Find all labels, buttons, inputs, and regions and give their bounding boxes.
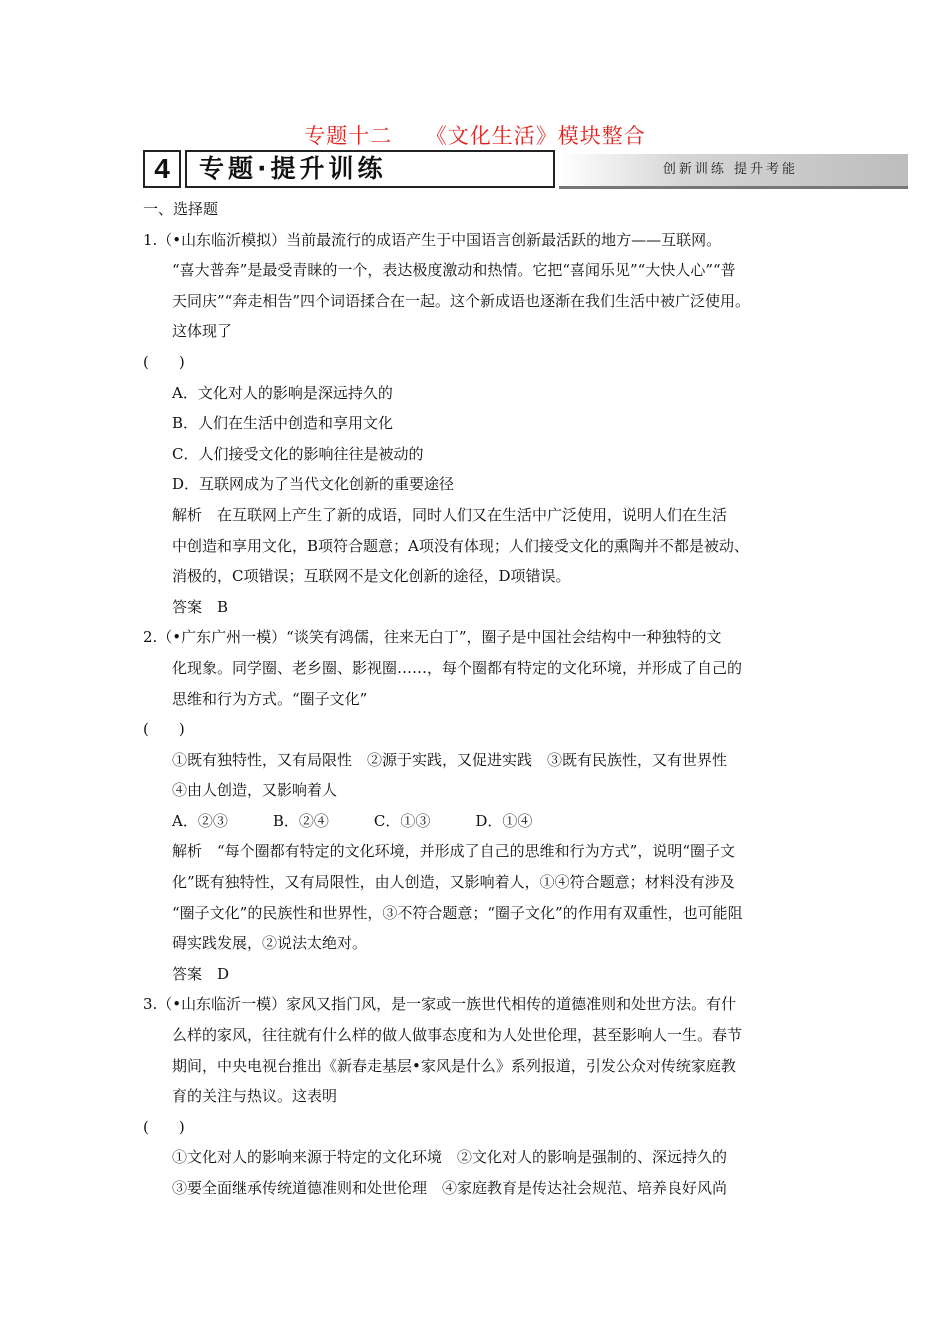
option-a: A．文化对人的影响是深远持久的 <box>172 383 393 402</box>
analysis-line: 化”既有独特性，又有局限性，由人创造，又影响着人，①④符合题意；材料没有涉及 <box>172 873 735 892</box>
option-c: C．人们接受文化的影响往往是被动的 <box>172 444 424 463</box>
banner-slogan: 创新训练 提升考能 <box>662 162 798 177</box>
option-b: B．人们在生活中创造和享用文化 <box>172 414 394 433</box>
section-heading: 一、选择题 <box>143 200 219 218</box>
statement-line: ①文化对人的影响来源于特定的文化环境 ②文化对人的影响是强制的、深远持久的 <box>172 1148 728 1167</box>
analysis-line: 碍实践发展，②说法太绝对。 <box>172 934 368 953</box>
question-stem-line: 这体现了 <box>172 322 233 341</box>
question-3 <box>143 989 823 1203</box>
page-title: 专题十二 《文化生活》模块整合 <box>304 124 646 148</box>
answer-parentheses: ( ) <box>143 720 185 739</box>
banner-label: 专题·提升训练 <box>185 150 555 188</box>
choice-line: A．②③ B．②④ C．①③ D．①④ <box>172 811 533 830</box>
question-2 <box>143 622 823 989</box>
document-body <box>143 194 823 1204</box>
analysis-line: 解析 “每个圈都有特定的文化环境，并形成了自己的思维和行为方式”，说明“圈子文 <box>172 842 736 861</box>
answer-parentheses: ( ) <box>143 1117 185 1136</box>
question-1 <box>143 225 823 623</box>
analysis-line: “圈子文化”的民族性和世界性，③不符合题意；“圈子文化”的作用有双重性，也可能阻 <box>172 903 743 922</box>
question-stem-line: 3.（•山东临沂一模）家风又指门风，是一家或一族世代相传的道德准则和处世方法。有什 <box>143 995 737 1014</box>
question-stem-line: 天同庆”“奔走相告”四个词语揉合在一起。这个新成语也逐渐在我们生活中被广泛使用。 <box>172 291 751 310</box>
question-stem-line: 2.（•广东广州一模）“谈笑有鸿儒，往来无白丁”，圈子是中国社会结构中一种独特的文 <box>143 628 722 647</box>
analysis-line: 中创造和享用文化，B项符合题意；A项没有体现；人们接受文化的熏陶并不都是被动、 <box>172 536 749 555</box>
question-stem-line: 思维和行为方式。“圈子文化” <box>172 689 368 708</box>
question-stem-line: 化现象。同学圈、老乡圈、影视圈……，每个圈都有特定的文化环境，并形成了自己的 <box>172 658 743 677</box>
question-stem-line: “喜大普奔”是最受青睐的一个，表达极度激动和热情。它把“喜闻乐见”“大快人心”“普 <box>172 261 736 280</box>
section-banner <box>143 150 908 190</box>
question-stem-line: 1.（•山东临沂模拟）当前最流行的成语产生于中国语言创新最活跃的地方——互联网。 <box>143 230 722 249</box>
statement-line: ①既有独特性，又有局限性 ②源于实践，又促进实践 ③既有民族性，又有世界性 <box>172 750 728 769</box>
question-stem-line: 么样的家风，往往就有什么样的做人做事态度和为人处世伦理，甚至影响人一生。春节 <box>172 1026 743 1045</box>
question-stem-line: 育的关注与热议。这表明 <box>172 1087 338 1106</box>
option-d: D．互联网成为了当代文化创新的重要途径 <box>172 475 455 494</box>
answer-line: 答案 D <box>172 964 230 983</box>
question-stem-line: 期间，中央电视台推出《新春走基层•家风是什么》系列报道，引发公众对传统家庭教 <box>172 1056 736 1075</box>
statement-line: ③要全面继承传统道德准则和处世伦理 ④家庭教育是传达社会规范、培养良好风尚 <box>172 1179 728 1197</box>
analysis-line: 消极的，C项错误；互联网不是文化创新的途径，D项错误。 <box>172 567 571 586</box>
answer-parentheses: ( ) <box>143 352 185 371</box>
answer-line: 答案 B <box>172 597 229 616</box>
statement-line: ④由人创造，又影响着人 <box>172 781 338 800</box>
banner-number: 4 <box>143 150 181 188</box>
analysis-line: 解析 在互联网上产生了新的成语，同时人们又在生活中广泛使用，说明人们在生活 <box>172 505 728 524</box>
